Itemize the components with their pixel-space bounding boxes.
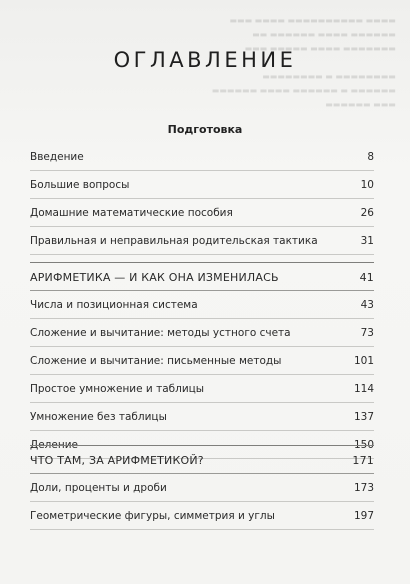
toc-entry-page: 43 <box>360 299 374 311</box>
toc-entry-page: 150 <box>353 439 374 451</box>
toc-entry-label: Деление <box>30 439 78 451</box>
toc-entry[interactable] <box>30 375 374 403</box>
toc-part-label: ЧТО ТАМ, ЗА АРИФМЕТИКОЙ? <box>30 453 204 467</box>
toc-part-page: 171 <box>352 453 374 467</box>
toc-entry-label: Домашние математические пособия <box>30 207 233 219</box>
toc-entry[interactable] <box>30 319 374 347</box>
page-title: ОГЛАВЛЕНИЕ <box>113 48 297 73</box>
toc-entry-label: Числа и позиционная система <box>30 299 198 311</box>
toc-entry-label: Простое умножение и таблицы <box>30 383 205 395</box>
toc-entry-label: Правильная и неправильная родительская тактика <box>30 235 318 247</box>
toc-entry-label: Сложение и вычитание: методы устного счета <box>30 327 291 339</box>
toc-entry[interactable] <box>30 474 374 502</box>
toc-list-preparation <box>30 143 374 255</box>
section-heading-preparation: Подготовка <box>167 123 243 136</box>
toc-entry[interactable] <box>30 171 374 199</box>
toc-entry-label: Сложение и вычитание: письменные методы <box>30 355 282 367</box>
toc-entry-label: Большие вопросы <box>30 179 130 191</box>
toc-entry-page: 197 <box>353 510 374 522</box>
toc-entry[interactable] <box>30 143 374 171</box>
toc-entry[interactable] <box>30 227 374 255</box>
toc-entry-page: 101 <box>353 355 374 367</box>
toc-part-arithmetic[interactable] <box>30 263 374 291</box>
toc-entry-page: 73 <box>360 327 374 339</box>
toc-entry[interactable] <box>30 403 374 431</box>
toc-part-label: АРИФМЕТИКА — И КАК ОНА ИЗМЕНИЛАСЬ <box>30 270 279 284</box>
toc-entry-label: Геометрические фигуры, симметрия и углы <box>30 510 275 522</box>
toc-entry-page: 26 <box>360 207 374 219</box>
show-through-text: ▬▬▬▬ ▬▬▬▬▬▬▬▬▬▬ ▬▬▬▬ ▬▬▬ ▬▬▬▬▬▬ ▬▬▬▬ ▬▬▬▬▬▬ ▬▬ ▬▬▬▬▬▬▬ ▬▬▬▬ ▬▬▬▬▬ ▬▬▬ ▬▬▬▬▬▬▬▬ ▬ ▬▬▬▬▬▬▬▬ ▬▬▬▬▬▬ ▬ ▬▬▬▬▬▬ ▬▬▬▬ ▬▬▬▬▬▬ ▬▬▬ ▬▬▬▬▬▬ <box>211 16 396 109</box>
toc-entry-label: Доли, проценты и дроби <box>30 482 167 494</box>
toc-entry-label: Введение <box>30 151 84 163</box>
toc-list-arithmetic <box>30 263 374 459</box>
toc-entry-page: 10 <box>360 179 374 191</box>
toc-entry-page: 173 <box>353 482 374 494</box>
toc-entry-page: 137 <box>353 411 374 423</box>
toc-entry-label: Умножение без таблицы <box>30 411 167 423</box>
toc-entry[interactable] <box>30 199 374 227</box>
toc-list-beyond-arithmetic <box>30 446 374 530</box>
toc-part-beyond-arithmetic[interactable] <box>30 446 374 474</box>
toc-entry-page: 114 <box>353 383 374 395</box>
toc-entry[interactable] <box>30 502 374 530</box>
toc-entry[interactable] <box>30 291 374 319</box>
toc-entry[interactable] <box>30 347 374 375</box>
toc-entry-page: 31 <box>360 235 374 247</box>
toc-entry-page: 8 <box>367 151 374 163</box>
toc-part-page: 41 <box>359 270 374 284</box>
